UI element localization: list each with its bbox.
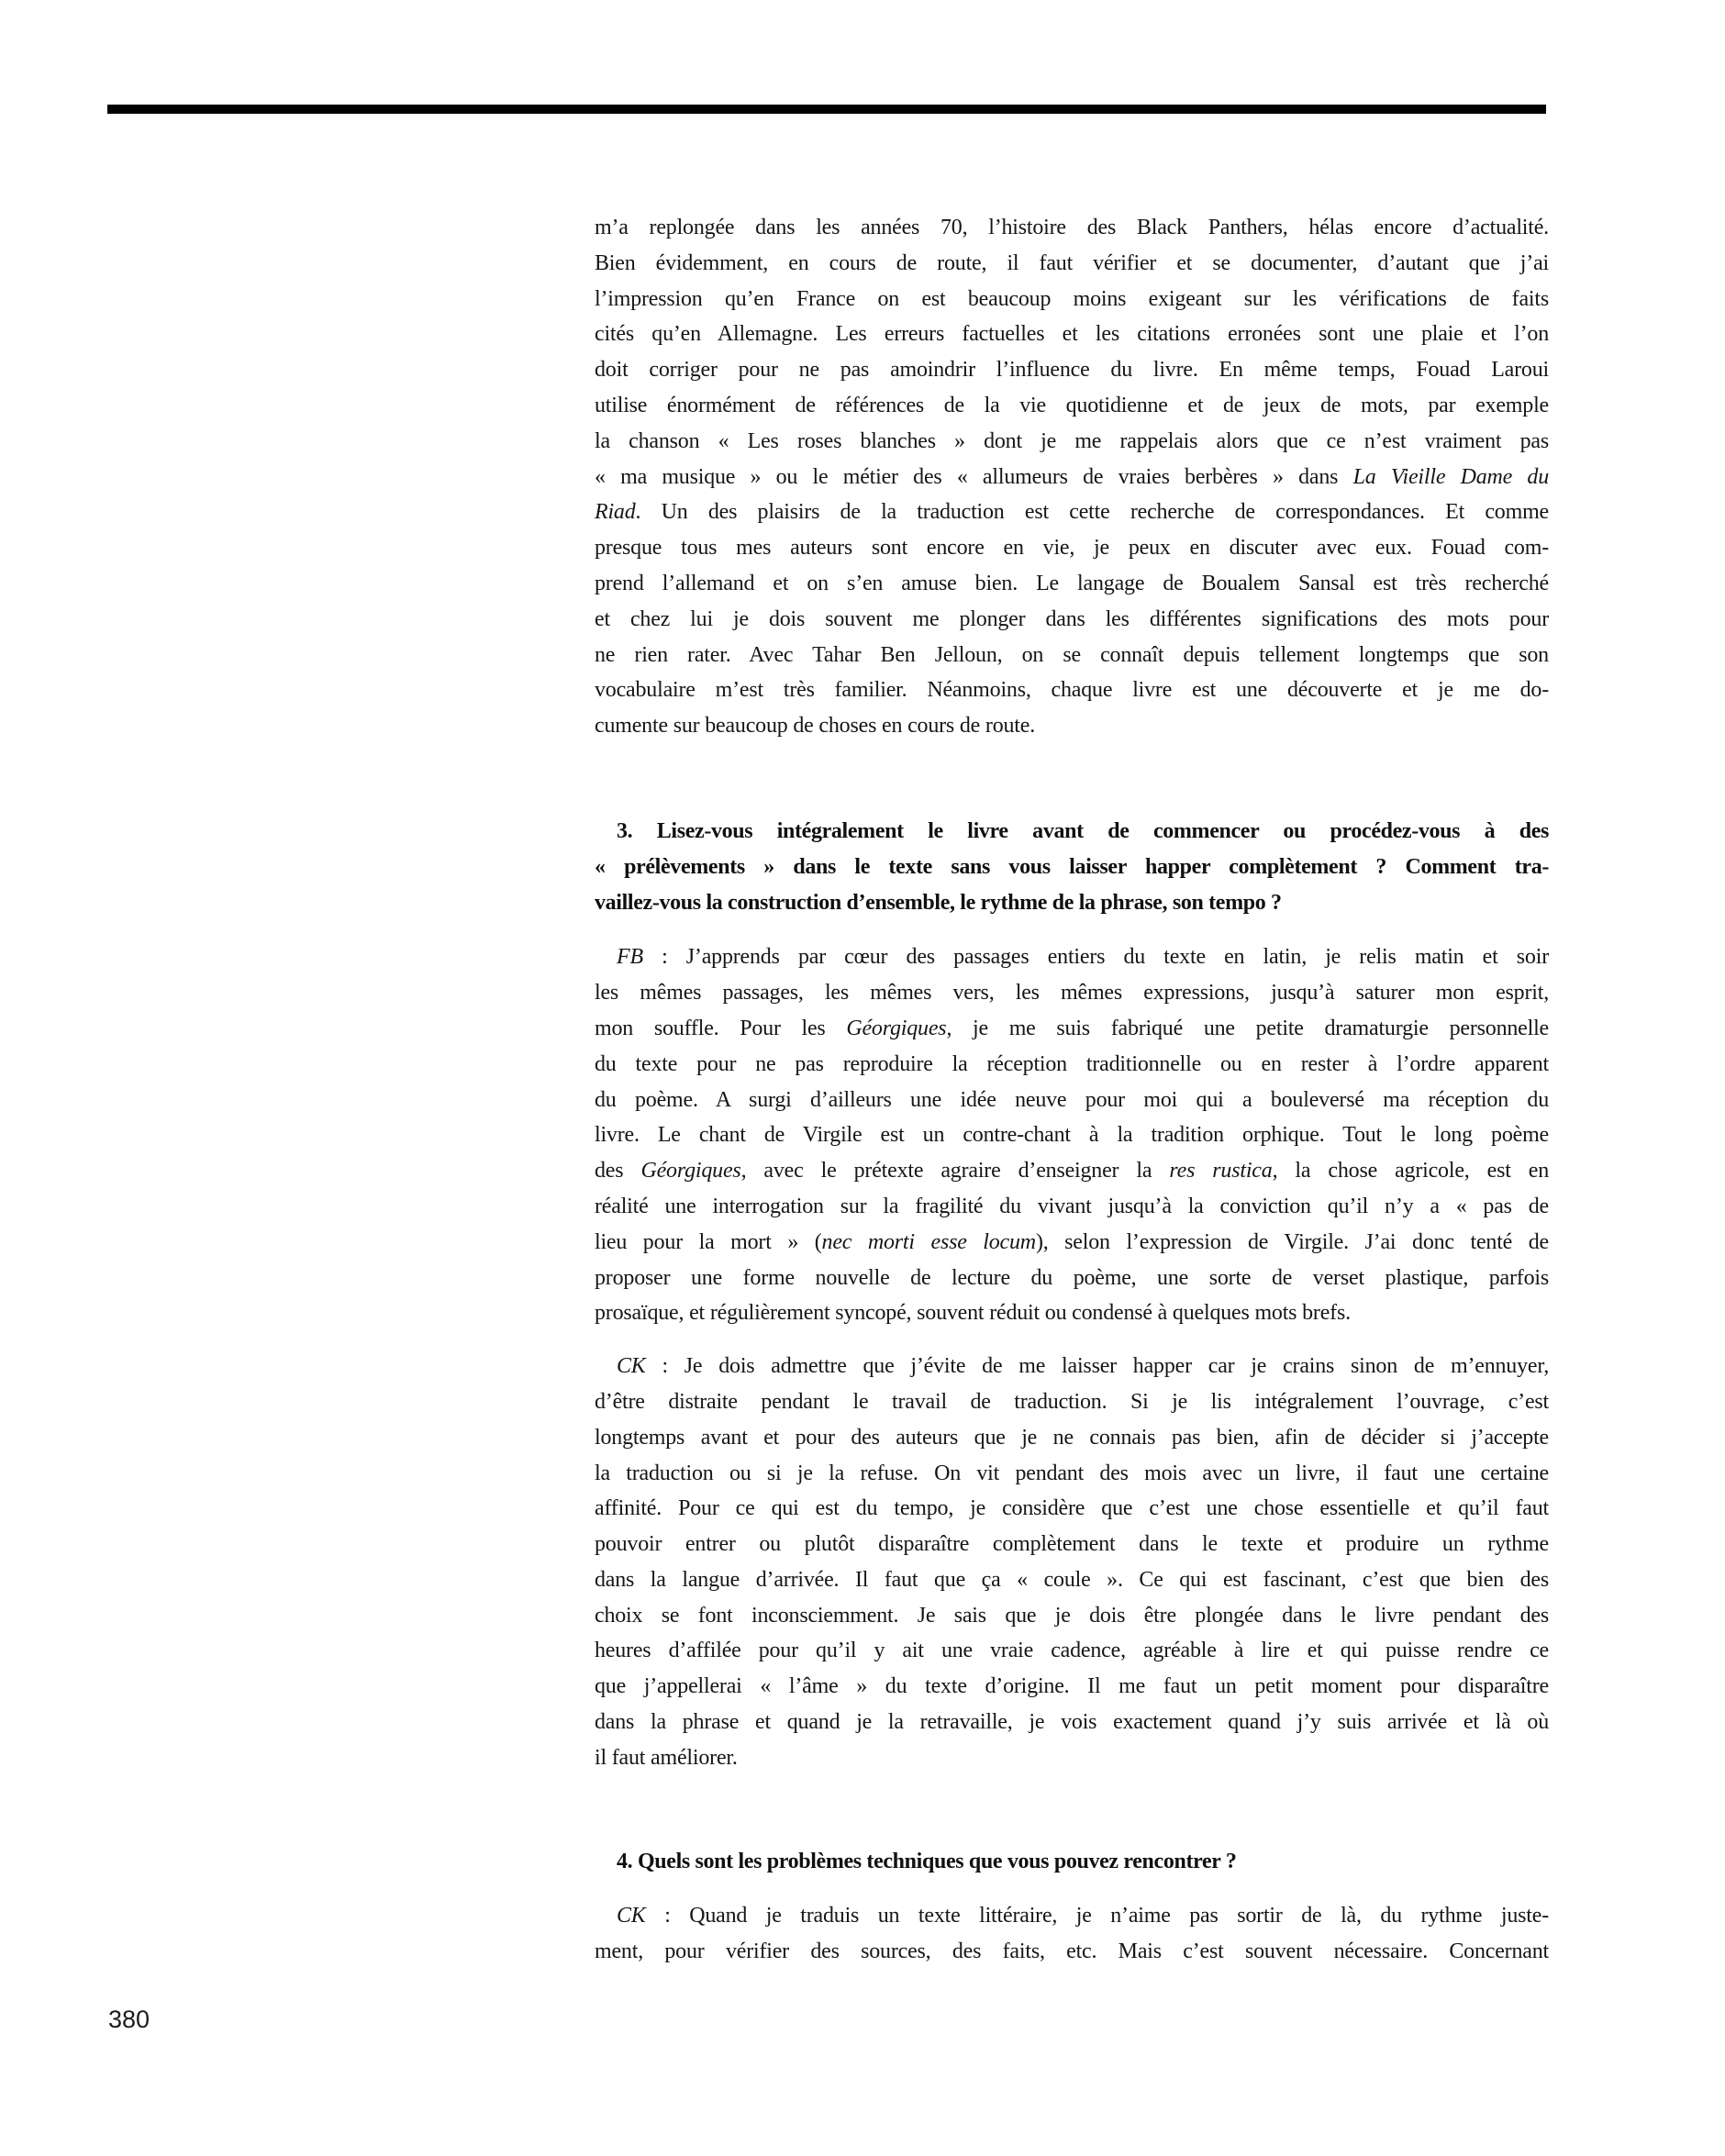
text-run: les mêmes passages, les mêmes vers, les mêmes expressions, jusqu’à saturer mon esprit,	[595, 981, 1549, 1006]
text-line	[595, 1669, 1549, 1705]
text-run: : Je dois admettre que j’évite de me laisser happer car je crains sinon de m’ennuyer,	[645, 1354, 1549, 1379]
text-run: . Un des plaisirs de la traduction est cette recherche de correspondances. Et comme	[635, 500, 1549, 525]
text-run: prend l’allemand et on s’en amuse bien. Le langage de Boualem Sansal est très recherché	[595, 571, 1549, 595]
page-number: 380	[108, 2006, 150, 2033]
text-run: , je me suis fabriqué une petite dramaturgie personnelle	[946, 1016, 1549, 1040]
text-line	[595, 939, 1549, 975]
text-run: pouvoir entrer ou plutôt disparaître complètement dans le texte et produire un rythme	[595, 1532, 1549, 1557]
text-run: ), selon l’expression de Virgile. J’ai donc tenté de	[1035, 1229, 1549, 1254]
text-run: livre. Le chant de Virgile est un contre-chant à la tradition orphique. Tout le long poème	[595, 1123, 1549, 1148]
italic-run: Riad	[595, 500, 636, 525]
text-run: dans la langue d’arrivée. Il faut que ça « coule ». Ce qui est fascinant, c’est que bien des	[595, 1567, 1549, 1592]
text-line	[595, 1295, 1549, 1331]
text-run: il faut améliorer.	[595, 1745, 738, 1770]
text-run: vocabulaire m’est très familier. Néanmoins, chaque livre est une découverte et je me do-	[595, 678, 1549, 703]
question-4-heading	[595, 1844, 1549, 1880]
text-run: doit corriger pour ne pas amoindrir l’influence du livre. En même temps, Fouad Laroui	[595, 358, 1549, 383]
text-line	[595, 424, 1549, 460]
text-run: ment, pour vérifier des sources, des faits, etc. Mais c’est souvent nécessaire. Concernant	[595, 1939, 1549, 1964]
text-run: la traduction ou si je la refuse. On vit pendant des mois avec un livre, il faut une certaine	[595, 1461, 1549, 1485]
text-line	[595, 1844, 1549, 1880]
text-run: la chanson « Les roses blanches » dont je me rappelais alors que ce n’est vraiment pas	[595, 428, 1549, 453]
text-line	[595, 352, 1549, 388]
text-line	[595, 460, 1549, 495]
text-run: , avec le prétexte agraire d’enseigner la	[740, 1159, 1170, 1184]
text-line	[595, 1117, 1549, 1153]
text-line	[595, 638, 1549, 673]
text-run: et chez lui je dois souvent me plonger dans les différentes significations des mots pour	[595, 606, 1549, 631]
italic-run: res rustica	[1169, 1159, 1273, 1184]
text-line	[595, 708, 1549, 744]
text-run: heures d’affilée pour qu’il y ait une vraie cadence, agréable à lire et qui puisse rendre ce	[595, 1639, 1549, 1663]
text-run: l’impression qu’en France on est beaucoup moins exigeant sur les vérifications de faits	[595, 286, 1549, 311]
text-line	[595, 1083, 1549, 1118]
text-line	[595, 1153, 1549, 1189]
italic-run: CK	[617, 1354, 646, 1379]
text-line	[595, 282, 1549, 317]
text-line	[595, 530, 1549, 566]
text-run: d’être distraite pendant le travail de traduction. Si je lis intégralement l’ouvrage, c’est	[595, 1389, 1549, 1414]
fb-answer-paragraph	[595, 939, 1549, 1331]
text-line	[595, 1491, 1549, 1527]
text-run: Bien évidemment, en cours de route, il faut vérifier et se documenter, d’autant que j’ai	[595, 250, 1549, 275]
text-run: des	[595, 1159, 641, 1184]
text-run: presque tous mes auteurs sont encore en vie, je peux en discuter avec eux. Fouad com-	[595, 536, 1549, 561]
text-run: dans la phrase et quand je la retravaille, je vois exactement quand j’y suis arrivée et là où	[595, 1710, 1549, 1735]
text-line	[595, 850, 1549, 885]
text-line	[595, 495, 1549, 530]
italic-run: FB	[617, 945, 643, 970]
text-run: : Quand je traduis un texte littéraire, je n’aime pas sortir de là, du rythme juste-	[645, 1904, 1549, 1928]
text-line	[595, 1898, 1549, 1934]
text-line	[595, 1384, 1549, 1420]
text-run: choix se font inconsciemment. Je sais que je dois être plongée dans le livre pendant des	[595, 1603, 1549, 1628]
text-run: : J’apprends par cœur des passages entiers du texte en latin, je relis matin et soir	[642, 945, 1549, 970]
text-line	[595, 1225, 1549, 1261]
text-line	[595, 1740, 1549, 1776]
text-line	[595, 1934, 1549, 1970]
text-line	[595, 602, 1549, 638]
ck-answer-paragraph	[595, 1349, 1549, 1776]
text-line	[595, 1189, 1549, 1225]
text-line	[595, 388, 1549, 424]
text-run: du texte pour ne pas reproduire la réception traditionnelle ou en rester à l’ordre apparent	[595, 1051, 1549, 1076]
text-run: , la chose agricole, est en	[1272, 1159, 1549, 1184]
text-run: cumente sur beaucoup de choses en cours de route.	[595, 714, 1036, 739]
text-run: prosaïque, et régulièrement syncopé, souvent réduit ou condensé à quelques mots brefs.	[595, 1301, 1351, 1326]
text-line	[595, 975, 1549, 1011]
text-run: du poème. A surgi d’ailleurs une idée neuve pour moi qui a bouleversé ma réception du	[595, 1087, 1549, 1112]
text-run: utilise énormément de références de la vie quotidienne et de jeux de mots, par exemple	[595, 393, 1549, 417]
question-3-heading	[595, 814, 1549, 920]
text-line	[595, 1633, 1549, 1669]
text-line	[595, 1011, 1549, 1047]
text-line	[595, 1598, 1549, 1634]
text-line	[595, 1705, 1549, 1740]
italic-run: La Vieille Dame du	[1352, 464, 1549, 489]
text-run: proposer une forme nouvelle de lecture du poème, une sorte de verset plastique, parfois	[595, 1265, 1549, 1290]
top-rule	[107, 105, 1546, 114]
text-line	[595, 672, 1549, 708]
ck-answer-2-paragraph	[595, 1898, 1549, 1970]
text-run: que j’appellerai « l’âme » du texte d’origine. Il me faut un petit moment pour disparaître	[595, 1674, 1549, 1699]
text-line	[595, 317, 1549, 352]
text-run: 3. Lisez-vous intégralement le livre avant de commencer ou procédez-vous à des	[617, 818, 1549, 843]
text-run: longtemps avant et pour des auteurs que je ne connais pas bien, afin de décider si j’accepte	[595, 1425, 1549, 1450]
text-line	[595, 246, 1549, 282]
text-line	[595, 1527, 1549, 1562]
italic-run: nec morti esse locum	[821, 1229, 1036, 1254]
text-run: ne rien rater. Avec Tahar Ben Jelloun, on se connaît depuis tellement longtemps que son	[595, 642, 1549, 667]
text-run: affinité. Pour ce qui est du tempo, je considère que c’est une chose essentielle et qu’il faut	[595, 1496, 1549, 1521]
text-run: cités qu’en Allemagne. Les erreurs factuelles et les citations erronées sont une plaie et l’on	[595, 322, 1549, 347]
text-line	[595, 1349, 1549, 1384]
text-line	[595, 566, 1549, 602]
italic-run: Géorgiques	[640, 1159, 741, 1184]
italic-run: CK	[617, 1904, 646, 1928]
text-line	[595, 1562, 1549, 1598]
text-run: mon souffle. Pour les	[595, 1016, 847, 1040]
text-line	[595, 885, 1549, 921]
text-line	[595, 210, 1549, 246]
text-run: réalité une interrogation sur la fragilité du vivant jusqu’à la conviction qu’il n’y a « pas de	[595, 1194, 1549, 1218]
text-run: « ma musique » ou le métier des « allumeurs de vraies berbères » dans	[595, 464, 1353, 489]
text-line	[595, 1047, 1549, 1083]
text-run: « prélèvements » dans le texte sans vous laisser happer complètement ? Comment tra-	[595, 854, 1549, 879]
italic-run: Géorgiques	[846, 1016, 947, 1040]
text-column	[595, 210, 1549, 1970]
text-run: m’a replongée dans les années 70, l’histoire des Black Panthers, hélas encore d’actualité.	[595, 216, 1549, 239]
text-run: lieu pour la mort » (	[595, 1229, 822, 1254]
text-run: 4. Quels sont les problèmes techniques que vous pouvez rencontrer ?	[617, 1849, 1237, 1873]
text-line	[595, 1261, 1549, 1296]
text-line	[595, 1420, 1549, 1456]
text-run: vaillez-vous la construction d’ensemble, le rythme de la phrase, son tempo ?	[595, 890, 1282, 915]
text-line	[595, 814, 1549, 850]
body-paragraph-continued	[595, 210, 1549, 744]
text-line	[595, 1456, 1549, 1492]
